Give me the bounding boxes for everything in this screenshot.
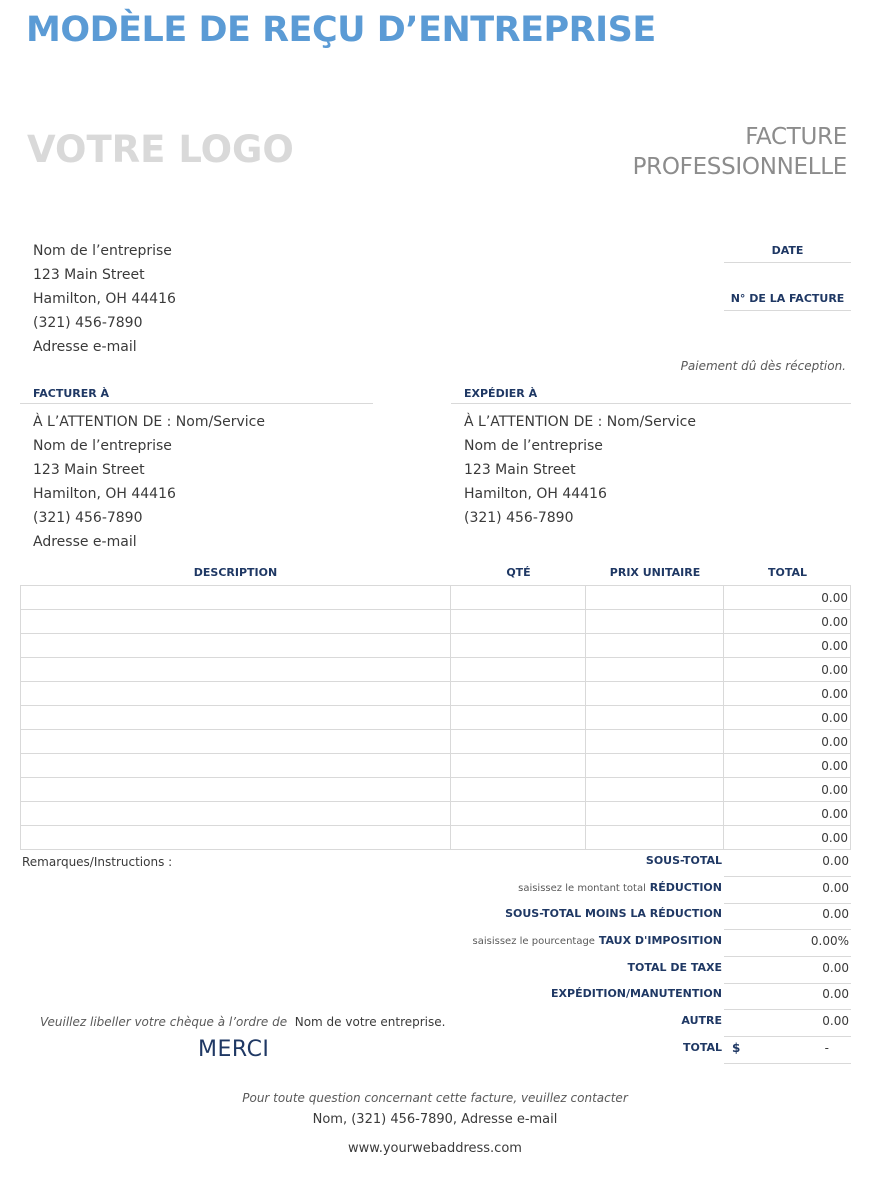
invoice-number-field[interactable]: [724, 310, 851, 311]
summary-shipping: [460, 983, 851, 1010]
qty-cell[interactable]: [451, 754, 586, 778]
unit-price-cell[interactable]: [586, 706, 724, 730]
invoice-number-label: N° DE LA FACTURE: [730, 292, 845, 305]
document-type-line2: PROFESSIONNELLE: [632, 154, 847, 180]
description-cell[interactable]: [21, 682, 451, 706]
payment-terms: Paiement dû dès réception.: [680, 359, 846, 373]
tax-rate-hint: saisissez le pourcentage: [472, 936, 595, 947]
column-header-description: DESCRIPTION: [193, 566, 278, 579]
page-title: MODÈLE DE REÇU D’ENTREPRISE: [26, 10, 656, 50]
other-input[interactable]: 0.00: [822, 1014, 849, 1028]
ship-to-street[interactable]: 123 Main Street: [464, 462, 576, 478]
table-row: [21, 826, 851, 850]
date-label: DATE: [771, 244, 804, 257]
total-cell: 0.00: [724, 802, 851, 826]
table-row: [21, 706, 851, 730]
total-cell: 0.00: [724, 754, 851, 778]
unit-price-cell[interactable]: [586, 586, 724, 610]
bill-to-street[interactable]: 123 Main Street: [33, 462, 145, 478]
qty-cell[interactable]: [451, 706, 586, 730]
ship-to-address: [464, 410, 696, 530]
bill-to-city[interactable]: Hamilton, OH 44416: [33, 486, 176, 502]
sender-city[interactable]: Hamilton, OH 44416: [33, 291, 176, 307]
table-row: [21, 802, 851, 826]
total-cell: 0.00: [724, 586, 851, 610]
unit-price-cell[interactable]: [586, 826, 724, 850]
footer-question: Pour toute question concernant cette facture, veuillez contacter: [242, 1091, 628, 1105]
other-label: AUTRE: [681, 1014, 722, 1027]
cheque-instructions: [40, 1015, 445, 1029]
table-row: [21, 610, 851, 634]
sender-email[interactable]: Adresse e-mail: [33, 339, 137, 355]
description-cell[interactable]: [21, 610, 451, 634]
currency-symbol: $: [732, 1041, 741, 1055]
bill-to-company[interactable]: Nom de l’entreprise: [33, 438, 172, 454]
total-cell: 0.00: [724, 658, 851, 682]
table-row: [21, 778, 851, 802]
grand-total-value: -: [824, 1041, 829, 1055]
tax-rate-label: TAUX D'IMPOSITION: [598, 934, 722, 947]
bill-to-divider: [20, 403, 373, 404]
unit-price-cell[interactable]: [586, 802, 724, 826]
bill-to-address: [33, 410, 265, 554]
ship-to-divider: [451, 403, 851, 404]
description-cell[interactable]: [21, 658, 451, 682]
unit-price-cell[interactable]: [586, 730, 724, 754]
column-header-qty: QTÉ: [506, 566, 531, 579]
unit-price-cell[interactable]: [586, 778, 724, 802]
thanks-message: MERCI: [198, 1037, 270, 1062]
date-field[interactable]: [724, 262, 851, 263]
discount-hint: saisissez le montant total: [518, 883, 646, 894]
qty-cell[interactable]: [451, 730, 586, 754]
total-tax-label: TOTAL DE TAXE: [627, 961, 722, 974]
unit-price-cell[interactable]: [586, 610, 724, 634]
total-cell: 0.00: [724, 634, 851, 658]
unit-price-cell[interactable]: [586, 658, 724, 682]
total-cell: 0.00: [724, 682, 851, 706]
cheque-prefix: Veuillez libeller votre chèque à l’ordre de: [40, 1015, 288, 1029]
sender-street[interactable]: 123 Main Street: [33, 267, 145, 283]
column-header-total: TOTAL: [767, 566, 808, 579]
subtotal-less-discount-label: SOUS-TOTAL MOINS LA RÉDUCTION: [505, 907, 722, 920]
footer-website[interactable]: www.yourwebaddress.com: [348, 1141, 522, 1156]
table-row: [21, 682, 851, 706]
qty-cell[interactable]: [451, 586, 586, 610]
summary-discount: [460, 877, 851, 904]
column-header-unit-price: PRIX UNITAIRE: [609, 566, 701, 579]
total-cell: 0.00: [724, 730, 851, 754]
footer-contact[interactable]: Nom, (321) 456-7890, Adresse e-mail: [312, 1112, 558, 1127]
qty-cell[interactable]: [451, 826, 586, 850]
remarks-label[interactable]: Remarques/Instructions :: [22, 855, 173, 869]
shipping-input[interactable]: 0.00: [822, 987, 849, 1001]
discount-input[interactable]: 0.00: [822, 881, 849, 895]
qty-cell[interactable]: [451, 658, 586, 682]
total-tax-value: 0.00: [822, 961, 849, 975]
summary-total-tax: [460, 957, 851, 984]
shipping-label: EXPÉDITION/MANUTENTION: [551, 987, 722, 1000]
description-cell[interactable]: [21, 826, 451, 850]
summary-tax-rate: [460, 930, 851, 957]
document-type: [633, 122, 847, 182]
line-items-table: [20, 585, 851, 850]
summary-other: [460, 1010, 851, 1037]
table-row: [21, 754, 851, 778]
description-cell[interactable]: [21, 754, 451, 778]
summary-total: [460, 1037, 851, 1064]
bill-to-heading: FACTURER À: [33, 387, 110, 400]
subtotal-label: SOUS-TOTAL: [645, 854, 722, 867]
sender-company[interactable]: Nom de l’entreprise: [33, 243, 172, 259]
unit-price-cell[interactable]: [586, 682, 724, 706]
bill-to-phone[interactable]: (321) 456-7890: [33, 510, 143, 526]
sender-address: [33, 239, 176, 359]
table-row: [21, 634, 851, 658]
total-cell: 0.00: [724, 610, 851, 634]
tax-rate-input[interactable]: 0.00%: [810, 934, 849, 948]
description-cell[interactable]: [21, 706, 451, 730]
qty-cell[interactable]: [451, 610, 586, 634]
document-type-line1: FACTURE: [745, 124, 847, 150]
qty-cell[interactable]: [451, 682, 586, 706]
ship-to-city[interactable]: Hamilton, OH 44416: [464, 486, 607, 502]
summary-subtotal: [460, 850, 851, 877]
discount-label: RÉDUCTION: [649, 881, 722, 894]
cheque-payee[interactable]: Nom de votre entreprise.: [294, 1015, 446, 1029]
summary-subtotal-less-discount: [460, 903, 851, 930]
table-row: [21, 658, 851, 682]
subtotal-less-discount-value: 0.00: [822, 907, 849, 921]
subtotal-value: 0.00: [822, 854, 849, 868]
logo-placeholder: VOTRE LOGO: [27, 128, 294, 171]
ship-to-attention[interactable]: À L’ATTENTION DE : Nom/Service: [464, 414, 696, 430]
qty-cell[interactable]: [451, 778, 586, 802]
ship-to-phone[interactable]: (321) 456-7890: [464, 510, 574, 526]
description-cell[interactable]: [21, 778, 451, 802]
unit-price-cell[interactable]: [586, 634, 724, 658]
qty-cell[interactable]: [451, 634, 586, 658]
total-label: TOTAL: [682, 1041, 722, 1054]
ship-to-company[interactable]: Nom de l’entreprise: [464, 438, 603, 454]
bill-to-email[interactable]: Adresse e-mail: [33, 534, 137, 550]
table-row: [21, 730, 851, 754]
total-cell: 0.00: [724, 826, 851, 850]
sender-phone[interactable]: (321) 456-7890: [33, 315, 143, 331]
description-cell[interactable]: [21, 634, 451, 658]
bill-to-attention[interactable]: À L’ATTENTION DE : Nom/Service: [33, 414, 265, 430]
total-cell: 0.00: [724, 706, 851, 730]
table-row: [21, 586, 851, 610]
ship-to-heading: EXPÉDIER À: [464, 387, 538, 400]
description-cell[interactable]: [21, 730, 451, 754]
total-cell: 0.00: [724, 778, 851, 802]
description-cell[interactable]: [21, 802, 451, 826]
unit-price-cell[interactable]: [586, 754, 724, 778]
description-cell[interactable]: [21, 586, 451, 610]
qty-cell[interactable]: [451, 802, 586, 826]
